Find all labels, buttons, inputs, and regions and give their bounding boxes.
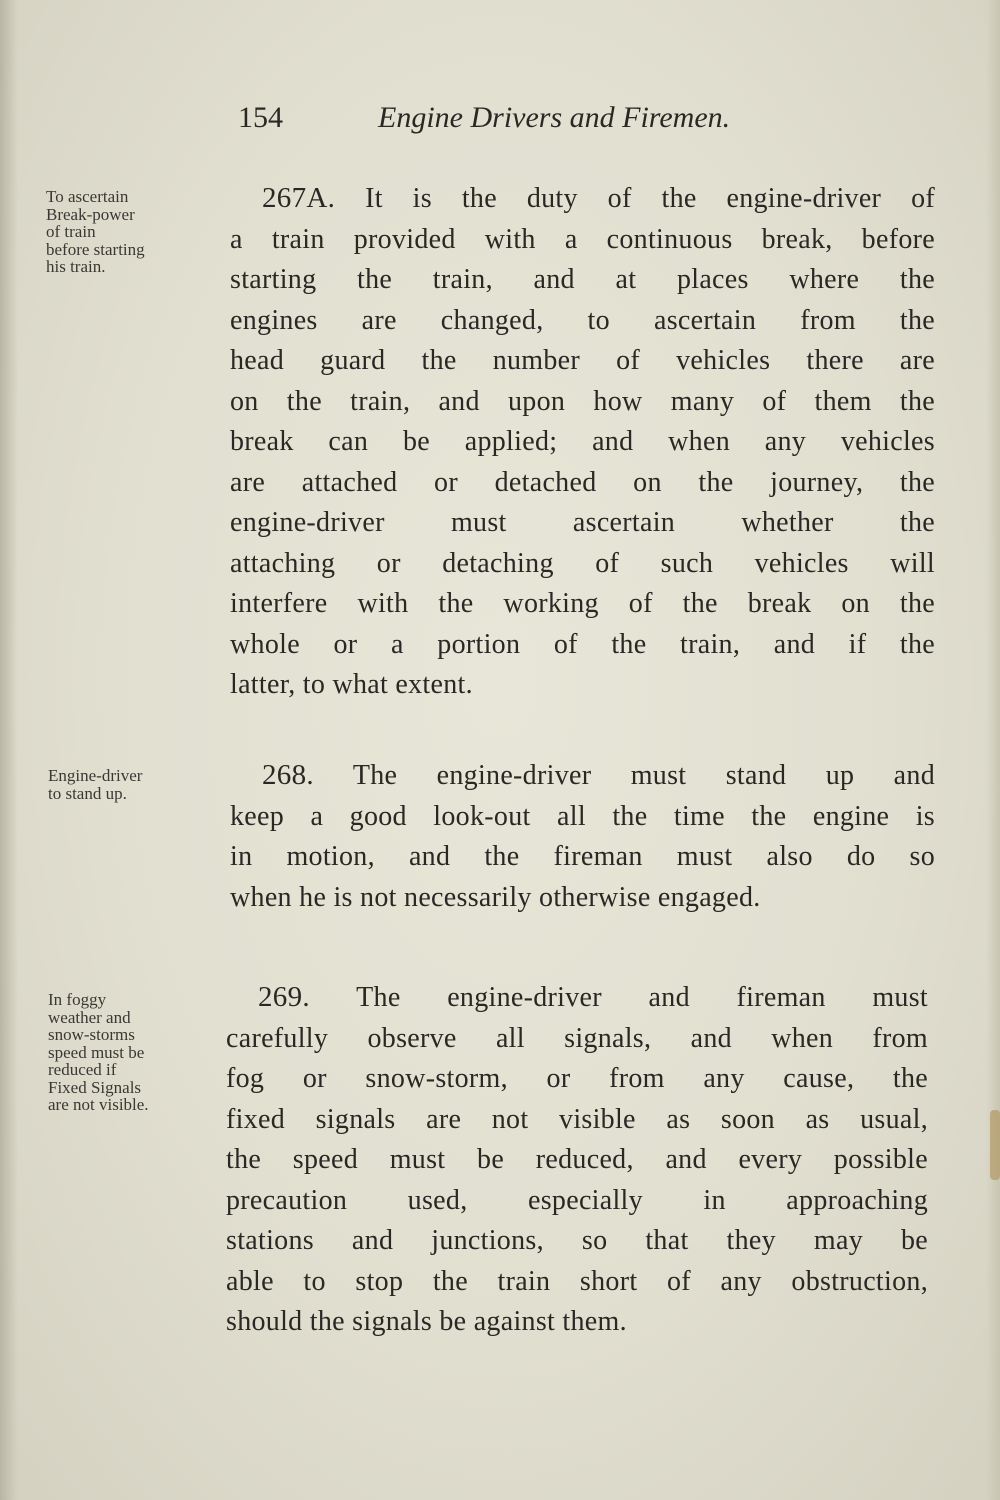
sidenote-line: of train (46, 222, 96, 241)
page-stain (990, 1110, 1000, 1180)
paragraph (230, 178, 935, 706)
sidenote-line: Engine-driver (48, 766, 143, 785)
text-line: whole or a portion of the train, and if the (230, 628, 935, 660)
text-line: attaching or detaching of such vehicles will (230, 547, 935, 579)
text-line: carefully observe all signals, and when from (226, 1022, 928, 1054)
sidenote-line: his train. (46, 257, 106, 276)
section-number: 268. (262, 759, 314, 791)
section-number: 267A. (262, 182, 336, 214)
running-header (238, 98, 838, 138)
sidenote (48, 767, 233, 802)
text-line: stations and junctions, so that they may be (226, 1225, 928, 1256)
text-line: engine-driver must ascertain whether the (230, 507, 935, 538)
text-line-content: The engine-driver must stand up and (352, 760, 935, 791)
sidenote-line: before starting (46, 239, 145, 259)
text-line: precaution used, especially in approaching (226, 1184, 928, 1216)
text-line: head guard the number of vehicles there are (230, 345, 935, 376)
page-number: 154 (238, 101, 283, 134)
sidenote (48, 991, 233, 1114)
sidenote-line: are not visible. (48, 1095, 149, 1114)
paragraph (226, 977, 928, 1343)
text-line: fixed signals are not visible as soon as usual, (226, 1103, 928, 1135)
text-line (226, 977, 928, 1019)
section-number: 269. (258, 981, 310, 1013)
text-line: able to stop the train short of any obstruction, (226, 1265, 928, 1297)
text-line: keep a good look-out all the time the engine is (230, 800, 935, 832)
text-line (230, 178, 935, 220)
text-line: break can be applied; and when any vehicles (230, 426, 935, 457)
sidenote-line: Fixed Signals (48, 1077, 142, 1097)
text-line: on the train, and upon how many of them the (230, 385, 935, 417)
page-edge (986, 0, 1000, 1500)
text-line: engines are changed, to ascertain from the (230, 304, 935, 336)
text-line: starting the train, and at places where the (230, 264, 935, 295)
text-line: should the signals be against them. (226, 1306, 627, 1337)
text-line: in motion, and the fireman must also do so (230, 841, 935, 872)
spine-shadow (0, 0, 18, 1500)
paragraph (230, 755, 935, 918)
sidenote-line: to stand up. (48, 783, 127, 803)
text-line: latter, to what extent. (230, 669, 473, 700)
sidenote-line: Break-power (46, 204, 135, 224)
running-title: Engine Drivers and Firemen. (378, 101, 731, 134)
sidenote-line: reduced if (48, 1060, 117, 1079)
text-line: fog or snow-storm, or from any cause, the (226, 1063, 928, 1094)
sidenote-line: weather and (48, 1007, 131, 1027)
sidenote-line: snow-storms (48, 1025, 135, 1044)
sidenote-line: To ascertain (46, 187, 129, 206)
sidenote-line: speed must be (48, 1042, 145, 1062)
text-line: a train provided with a continuous break, before (230, 223, 935, 255)
text-line: are attached or detached on the journey, the (230, 466, 935, 498)
sidenote (46, 188, 231, 276)
text-line: the speed must be reduced, and every possible (226, 1144, 928, 1175)
text-line-content: The engine-driver and fireman must (356, 982, 928, 1013)
text-line: interfere with the working of the break on the (230, 588, 935, 619)
text-line-content: It is the duty of the engine-driver of (365, 183, 935, 214)
sidenote-line: In foggy (48, 990, 107, 1009)
text-line (230, 755, 935, 797)
text-line: when he is not necessarily otherwise engaged. (230, 881, 761, 913)
